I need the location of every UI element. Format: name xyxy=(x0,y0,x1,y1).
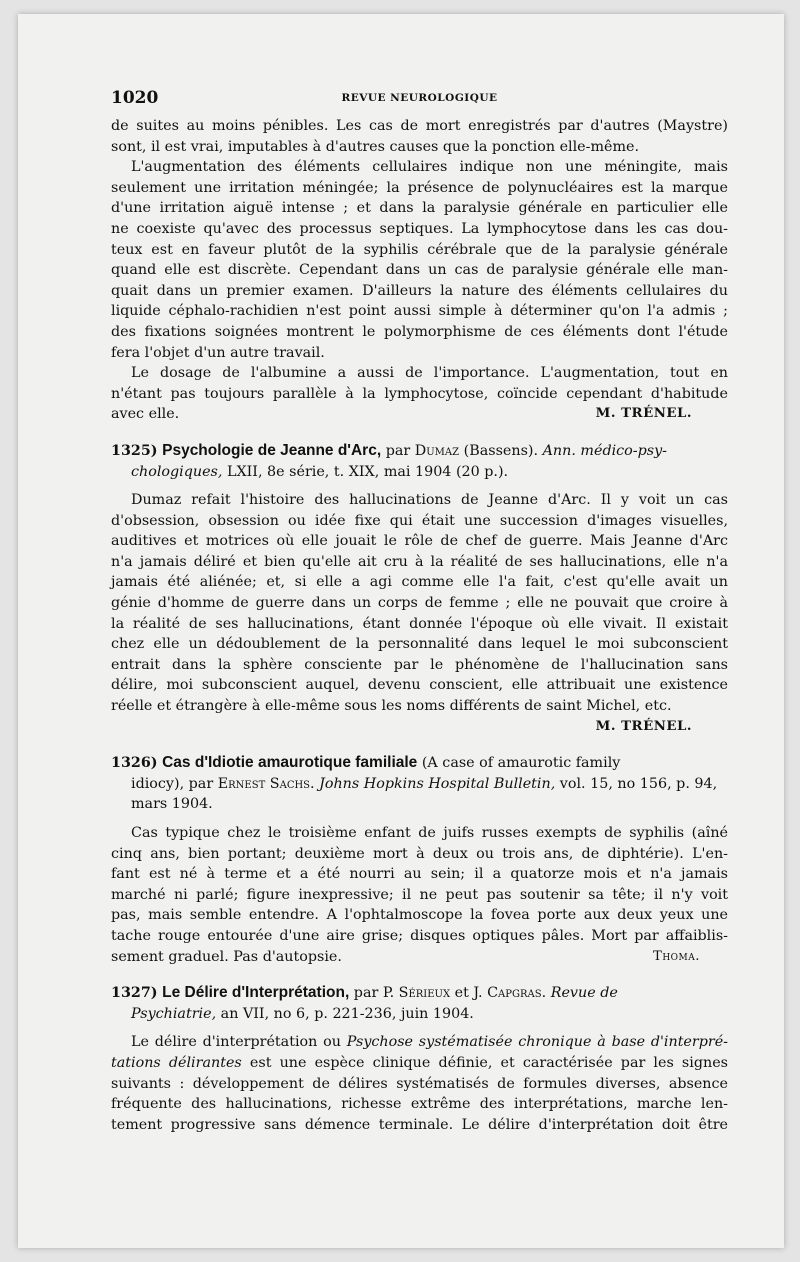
page-content xyxy=(111,88,728,1135)
reference: mars 1904. xyxy=(131,796,213,813)
text-line: fera l'objet d'un autre travail. xyxy=(111,344,325,361)
text-line: auditives et motrices où elle jouait le rôle de chef de guerre. Mais Jeanne d'Arc xyxy=(111,533,728,550)
text-line: tations délirantes est une espèce clinique définie, et caractérisée par les signes xyxy=(111,1054,729,1071)
text-line: sont, il est vrai, imputables à d'autres causes que la ponction elle-même. xyxy=(111,138,640,155)
page-number: 1020 xyxy=(111,88,159,108)
text-line: d'obsession, obsession ou idée fixe qui était une succession d'images visuelles, xyxy=(111,512,728,529)
page-header xyxy=(111,88,728,110)
article-title: Cas d'Idiotie amaurotique familiale xyxy=(162,754,418,772)
text-line: quait dans un premier examen. D'ailleurs la nature des éléments cellulaires du xyxy=(111,282,728,299)
author: Dumaz xyxy=(414,442,460,459)
text-line: sement graduel. Pas d'autopsie. xyxy=(111,948,342,965)
author: Ernest Sachs. xyxy=(217,775,315,792)
journal: chologiques, xyxy=(131,463,223,480)
article-number: 1326) xyxy=(111,755,158,772)
article-number: 1327) xyxy=(111,985,158,1002)
text-line: délire, moi subconscient auquel, devenu conscient, elle attribuait une existence xyxy=(111,677,728,694)
article-title: Psychologie de Jeanne d'Arc, xyxy=(162,441,382,459)
author: J. Capgras. xyxy=(473,985,547,1002)
text-line: fant est né à terme et a été nourri au sein; il a quatorze mois et n'a jamais xyxy=(111,866,728,883)
text-line: fréquente des hallucinations, richesse extrême des interprétations, marche len- xyxy=(111,1096,728,1113)
text-line: marché ni parlé; figure inexpressive; il ne peut pas soutenir sa tête; il n'y voit xyxy=(111,886,728,903)
journal: Psychiatrie, xyxy=(131,1005,217,1022)
text-line: la réalité de ses hallucinations, étant donnée l'époque où elle vivait. Il existait xyxy=(111,615,728,632)
article-heading-1326: 1326) Cas d'Idiotie amaurotique familiale (A case of amaurotic family idiocy), par Ernest Sachs. Johns Hopkins Hospital Bulletin, vol. 15, no 156, p. 94, mars 1904. xyxy=(111,754,718,813)
journal: Johns Hopkins Hospital Bulletin, xyxy=(319,775,556,792)
article-number: 1325) xyxy=(111,442,158,459)
text-line: des fixations soignées montrent le polymorphisme de ces éléments dont l'étude xyxy=(111,323,728,340)
text-line: génie d'homme de guerre dans un corps de femme ; elle ne pouvait que croire à xyxy=(111,595,728,612)
closing-line xyxy=(111,404,728,425)
signature: M. TRÉNEL. xyxy=(595,718,692,734)
text-line: entrait dans la sphère consciente par le phénomène de l'hallucination sans xyxy=(111,656,728,673)
reference: an VII, no 6, p. 221-236, juin 1904. xyxy=(220,1005,474,1022)
text-line: liquide céphalo-rachidien n'est point aussi simple à déterminer qu'on l'a admis ; xyxy=(111,303,728,320)
journal: Ann. médico-psy- xyxy=(542,442,668,459)
closing-line xyxy=(111,947,728,968)
text-line: Dumaz refait l'histoire des hallucinations de Jeanne d'Arc. Il y voit un cas xyxy=(131,492,728,509)
text-line: L'augmentation des éléments cellulaires indique non une méningite, mais xyxy=(131,159,728,176)
article-heading-1325: 1325) Psychologie de Jeanne d'Arc, par Dumaz (Bassens). Ann. médico-psy- chologiques, LXII, 8e série, t. XIX, mai 1904 (20 p.). xyxy=(111,441,668,480)
reference: LXII, 8e série, t. XIX, mai 1904 (20 p.). xyxy=(226,463,509,480)
running-title: REVUE NEUROLOGIQUE xyxy=(341,92,498,104)
text-line: cinq ans, bien portant; deuxième mort à deux ou trois ans, de diphtérie). L'en- xyxy=(111,845,728,862)
text-line: Le dosage de l'albumine a aussi de l'importance. L'augmentation, tout en xyxy=(131,365,728,382)
author: P. Sérieux xyxy=(382,985,451,1002)
text-line: quand elle est discrète. Cependant dans un cas de paralysie générale elle man- xyxy=(111,262,728,279)
text-line: Cas typique chez le troisième enfant de juifs russes exempts de syphilis (aîné xyxy=(131,825,728,841)
text-line: chez elle un dédoublement de la personnalité dans lequel le moi subconscient xyxy=(111,636,728,653)
text-line: n'a jamais déliré et bien qu'elle ait cru à la réalité de ses hallucinations, elle n'a xyxy=(111,553,728,570)
text-line: ne coexiste qu'avec des processus septiques. La lymphocytose dans les cas dou- xyxy=(111,220,728,237)
text-line: Le délire d'interprétation ou Psychose systématisée chronique à base d'interpré- xyxy=(131,1034,729,1051)
text-line: teux est en faveur plutôt de la syphilis cérébrale que de la paralysie générale xyxy=(111,241,728,258)
signature: M. TRÉNEL. xyxy=(595,406,692,422)
text-line: réelle et étrangère à elle-même sous les noms différents de saint Michel, etc. xyxy=(111,698,672,715)
text-line: pas, mais semble entendre. A l'ophtalmoscope la fovea porte aux deux yeux une xyxy=(111,907,728,924)
signature: Thoma. xyxy=(652,948,700,964)
text-line: jamais été aliénée; et, si elle a agi comme elle l'a fait, c'est qu'elle avait un xyxy=(111,574,728,591)
text-line: avec elle. xyxy=(111,406,180,423)
reference: vol. 15, no 156, p. 94, xyxy=(559,775,718,792)
journal: Revue de xyxy=(550,985,618,1002)
text-line: n'étant pas toujours parallèle à la lymphocytose, coïncide cependant d'habitude xyxy=(111,385,728,402)
text-line: suivants : développement de délires systématisés de formules diverses, absence xyxy=(111,1075,728,1092)
article-title: Le Délire d'Interprétation, xyxy=(162,984,350,1002)
text-line: seulement une irritation méningée; la présence de polynucléaires est la marque xyxy=(111,179,728,196)
text-line: tement progressive sans démence terminale. Le délire d'interprétation doit être xyxy=(111,1116,728,1133)
text-line: de suites au moins pénibles. Les cas de mort enregistrés par d'autres (Maystre) xyxy=(111,118,728,134)
article-heading-1327: 1327) Le Délire d'Interprétation, par P. Sérieux et J. Capgras. Revue de Psychiatrie, an VII, no 6, p. 221-236, juin 1904. xyxy=(111,984,618,1022)
text-line: d'une irritation aiguë intense ; et dans la paralysie générale en particulier elle xyxy=(111,200,728,217)
text-line: tache rouge entourée d'une aire grise; disques optiques pâles. Mort par affaiblis- xyxy=(111,927,728,944)
